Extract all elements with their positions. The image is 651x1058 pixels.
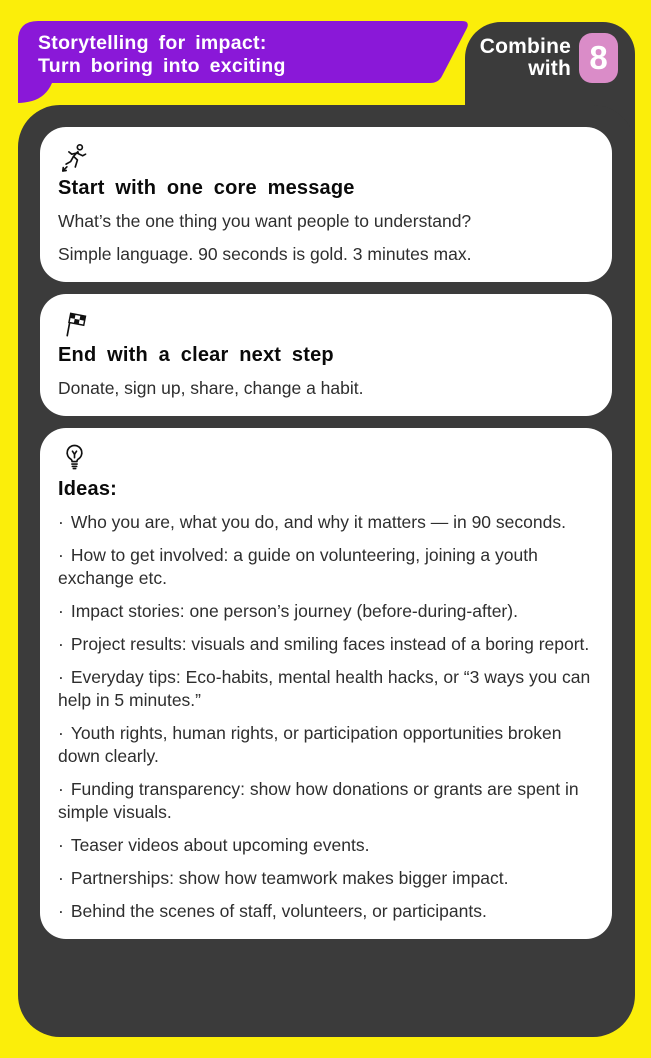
combine-number-badge — [579, 33, 618, 83]
bullet-item — [58, 900, 594, 923]
bullet-item — [58, 778, 594, 824]
combine-word2: with — [528, 56, 571, 80]
tip-card-ideas — [40, 428, 612, 939]
bullet-text: Teaser videos about upcoming events. — [70, 835, 370, 855]
tip-card-core-message — [40, 127, 612, 282]
card-paragraph: Simple language. 90 seconds is gold. 3 minutes max. — [58, 244, 472, 264]
content-panel — [18, 105, 635, 1037]
bullet-text: Partnerships: show how teamwork makes bigger impact. — [70, 868, 509, 888]
bullet-item — [58, 666, 594, 712]
bullet-text: Project results: visuals and smiling faces instead of a boring report. — [70, 634, 590, 654]
bullet-item — [58, 834, 594, 857]
card-title: Ideas: — [58, 478, 118, 500]
bullet-marker: · — [58, 634, 64, 654]
bullet-marker: · — [58, 723, 64, 743]
bullet-marker: · — [58, 545, 64, 565]
page-title — [38, 32, 286, 78]
bullet-item — [58, 511, 594, 534]
bullet-text: Impact stories: one person’s journey (before-during-after). — [70, 601, 518, 621]
bullet-text: Who you are, what you do, and why it matters — in 90 seconds. — [70, 512, 566, 532]
header-banner — [18, 21, 470, 103]
bullet-item — [58, 633, 594, 656]
bullet-text: Funding transparency: show how donations or grants are spent in simple visuals. — [58, 779, 579, 822]
page-title-line2: Turn boring into exciting — [38, 55, 286, 77]
bullet-item — [58, 867, 594, 890]
bullet-marker: · — [58, 835, 64, 855]
finish-flag-icon — [58, 308, 91, 341]
bullet-text: Behind the scenes of staff, volunteers, or participants. — [70, 901, 487, 921]
combine-label — [480, 36, 571, 79]
bullet-marker: · — [58, 667, 64, 687]
bullet-marker: · — [58, 901, 64, 921]
card-title: Start with one core message — [58, 177, 355, 199]
bullet-item — [58, 544, 594, 590]
bullet-marker: · — [58, 512, 64, 532]
bullet-marker: · — [58, 868, 64, 888]
card-paragraph: Donate, sign up, share, change a habit. — [58, 378, 364, 398]
tip-card-next-step — [40, 294, 612, 416]
bullet-marker: · — [58, 601, 64, 621]
page-title-line1: Storytelling for impact: — [38, 32, 267, 54]
bullet-text: Youth rights, human rights, or participation opportunities broken down clearly. — [58, 723, 562, 766]
combine-number: 8 — [589, 39, 608, 76]
bullet-text: Everyday tips: Eco-habits, mental health hacks, or “3 ways you can help in 5 minutes.” — [58, 667, 591, 710]
runner-icon — [58, 141, 91, 174]
lightbulb-icon — [58, 442, 91, 475]
card-title: End with a clear next step — [58, 344, 334, 366]
bullet-item — [58, 722, 594, 768]
combine-word1: Combine — [479, 35, 571, 58]
bullet-text: How to get involved: a guide on volunteering, joining a youth exchange etc. — [58, 545, 538, 588]
card-paragraph: What’s the one thing you want people to understand? — [58, 211, 472, 231]
bullet-item — [58, 600, 594, 623]
bullet-marker: · — [58, 779, 64, 799]
